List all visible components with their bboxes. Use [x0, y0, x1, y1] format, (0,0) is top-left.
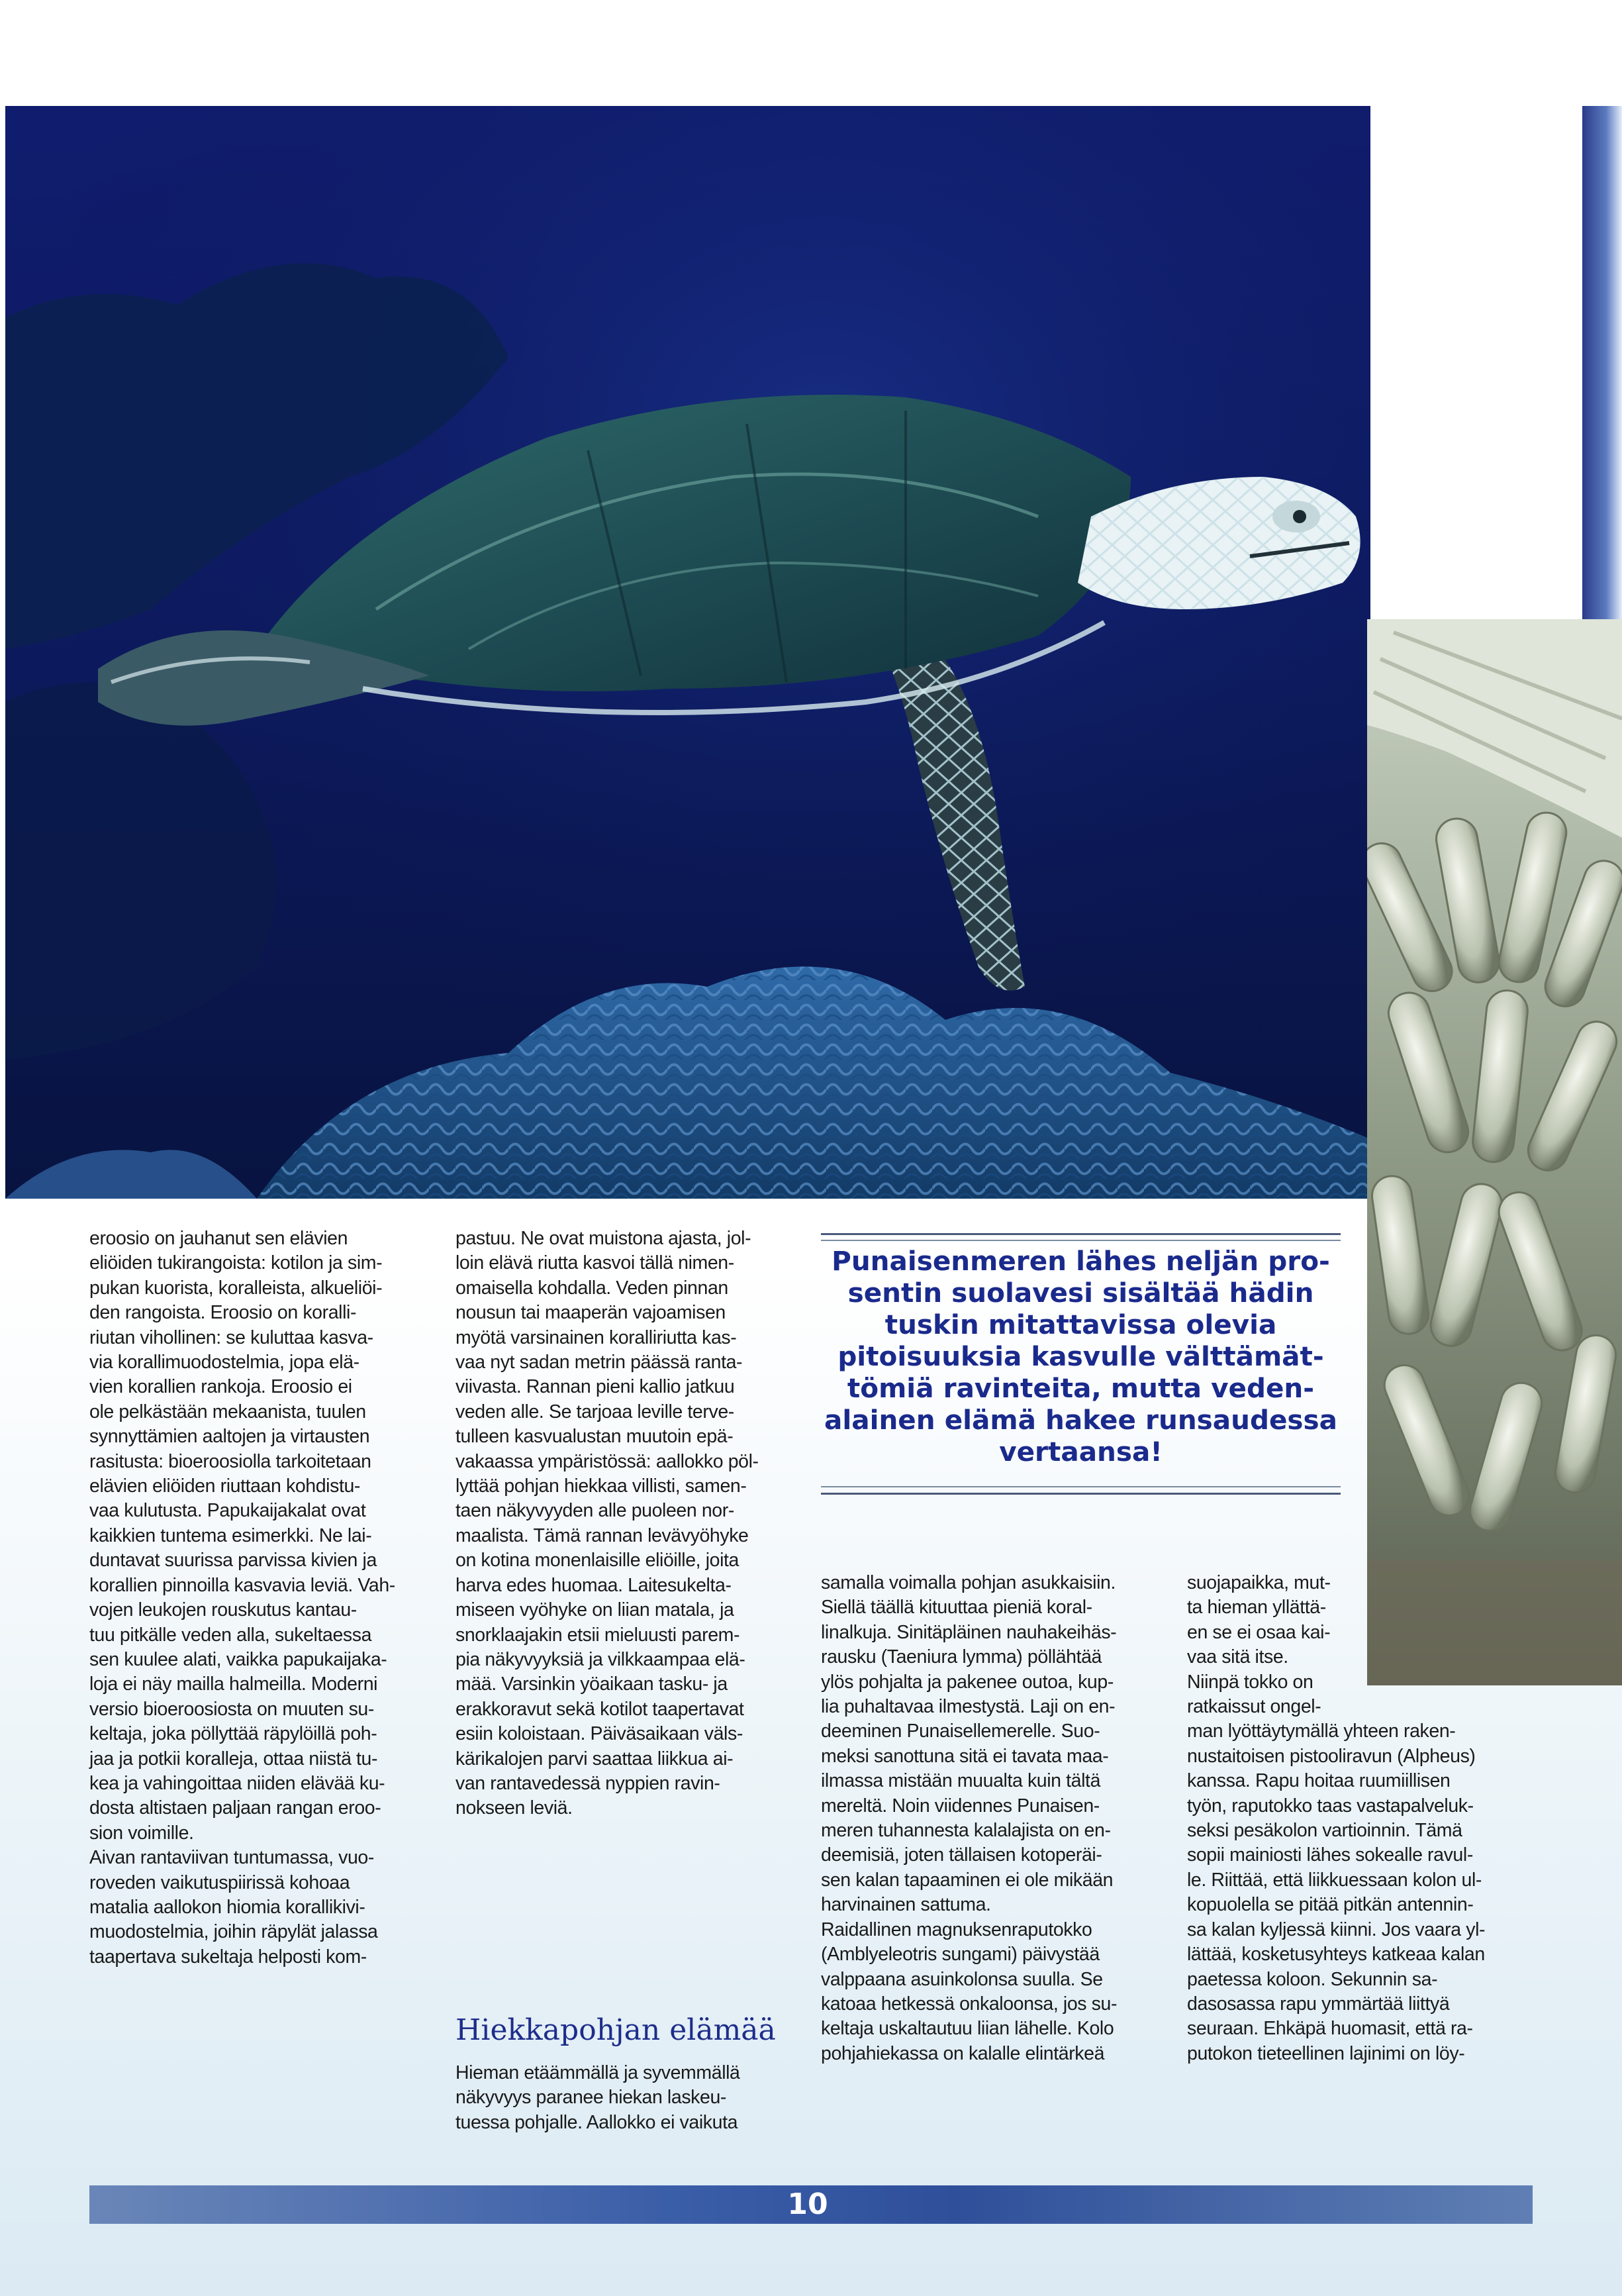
- article-column-3: samalla voimalla pohjan asukkaisiin. Siellä täällä kituuttaa pieniä koral- linalkuja. Sinitäpläinen nauhakeihäs- rausku (Taeniura lymma) pöllähtää ylös pohjalta ja pakenee outoa, kup- lia puhaltavaa ilmestystä. Laji on en- deeminen Punaisellemerelle. Suo- meksi sanottuna sitä ei tavata maa- ilmassa mistään muualta kuin tältä mereltä. Noin viidennes Punaisen- meren tuhannesta kalalajista on en- deemisiä, joten tällaisen kotoperäi- sen kalan tapaaminen ei ole mikään harvinainen sattuma. Raidallinen magnuksenraputokko (Amblyeleotris sungami) päivystää valppaana asuinkolonsa suulla. Se katoaa hetkessä onkaloonsa, jos su- keltaja uskaltautuu liian lähelle. Kolo pohjahiekassa on kalalle elintärkeä: [821, 1572, 1118, 2064]
- page-number: 10: [787, 2187, 828, 2221]
- article-column-1: eroosio on jauhanut sen elävien eliöiden tukirangoista: kotilon ja sim- pukan kuorista, koralleista, alkueliöi- den rangoista. Eroosio on koralli- riutan vihollinen: se kuluttaa kasva- via korallimuodostelmia, jopa elä- vien korallien rankoja. Eroosio ei ole pelkästään mekaanista, tuulen synnyttämien aaltojen ja virtausten rasitusta: bioeroosiolla tarkoitetaan elävien eliöiden riuttaan kohdistu- vaa kulutusta. Papukaijakalat ovat kaikkien tuntema esimerkki. Ne lai- duntavat suurissa parvissa kivien ja korallien pinnoilla kasvavia leviä. Vah- vojen leukojen rouskutus kantau- tuu pitkälle veden alla, sukeltaessa sen kuulee alati, vaikka papukaijaka- loja ei näy mailla halmeilla. Moderni versio bioeroosiosta on muuten su- keltaja, joka pöllyttää räpylöillä poh- jaa ja potkii koralleja, ottaa niistä tu- kea ja vahingoittaa niiden elävää ku- dosta altistaen paljaan rangan eroo- sion voimille. Aivan rantaviivan tuntumassa, vuo- roveden vaikutuspiirissä kohoaa matalia aallokon hiomia korallikivi- muodostelmia, joihin räpylät jalassa taapertava sukeltaja helposti kom-: [89, 1228, 395, 1968]
- coral-polyp-photo: [1367, 619, 1622, 1685]
- pullquote-rule-bottom-inner: [821, 1486, 1341, 1487]
- pullquote: Punaisenmeren lähes neljän pro- sentin suolavesi sisältää hädin tuskin mitattavissa olevia pitoisuuksia kasvulle välttämät- tömiä ravinteita, mutta veden- alainen elämä hakee runsaudessa vertaansa!: [824, 1245, 1337, 1468]
- article-column-2-continued: Hieman etäämmällä ja syvemmällä näkyvyys paranee hiekan laskeu- tuessa pohjalle. Aallokko ei vaikuta: [455, 2062, 740, 2133]
- pullquote-rule-bottom: [821, 1493, 1341, 1495]
- section-heading: Hiekkapohjan elämää: [455, 2013, 776, 2047]
- article-column-2: pastuu. Ne ovat muistona ajasta, jol- loin elävä riutta kasvoi tällä nimen- omaisella kohdalla. Veden pinnan nousun tai maaperän vajoamisen myötä varsinainen koralliriutta kas- vaa nyt sadan metrin päässä ranta- viivasta. Rannan pieni kallio jatkuu veden alle. Se tarjoaa leville terve- tulleen kasvualustan muutoin epä- vakaassa ympäristössä: aallokko pöl- lyttää pohjan hiekkaa villisti, samen- taen näkyvyyden alle puoleen nor- maalista. Tämä rannan levävyöhyke on kotina monenlaisille eliöille, joita harva edes huomaa. Laitesukelta- miseen vyöhyke on liian matala, ja snorklaajakin etsii mieluusti parem- pia näkyvyyksiä ja vilkkaampaa elä- mää. Varsinkin yöaikaan tasku- ja erakkoravut sekä kotilot taapertavat esiin koloistaan. Päiväsaikaan väls- kärikalojen parvi saattaa liikkua ai- van rantavedessä nyppien ravin- nokseen leviä.: [455, 1228, 759, 1819]
- pullquote-rule-top-inner: [821, 1240, 1341, 1241]
- page-edge-strip: [1582, 106, 1622, 623]
- article-column-4: suojapaikka, mut- ta hieman yllättä- en se ei osaa kai- vaa sitä itse. Niinpä tokko on ratkaissut ongel- man lyöttäytymällä yhteen raken- nustaitoisen pistooliravun (Alpheus) kanssa. Rapu hoitaa ruumiillisen työn, raputokko taas vastapalveluk- seksi pesäkolon vartioinnin. Tämä sopii mainiosti lähes sokealle ravul- le. Riittää, että liikkuessaan kolon ul- kopuolella se pitää pitkän antennin- sa kalan kyljessä kiinni. Jos vaara yl- lättää, kosketusyhteys katkeaa kalan paetessa koloon. Sekunnin sa- dasosassa rapu ymmärtää liittyä seuraan. Ehkäpä huomasit, että ra- putokon tieteellinen lajinimi on löy-: [1187, 1572, 1486, 2064]
- sea-turtle-photo: [5, 106, 1370, 1199]
- pullquote-rule-top: [821, 1233, 1341, 1235]
